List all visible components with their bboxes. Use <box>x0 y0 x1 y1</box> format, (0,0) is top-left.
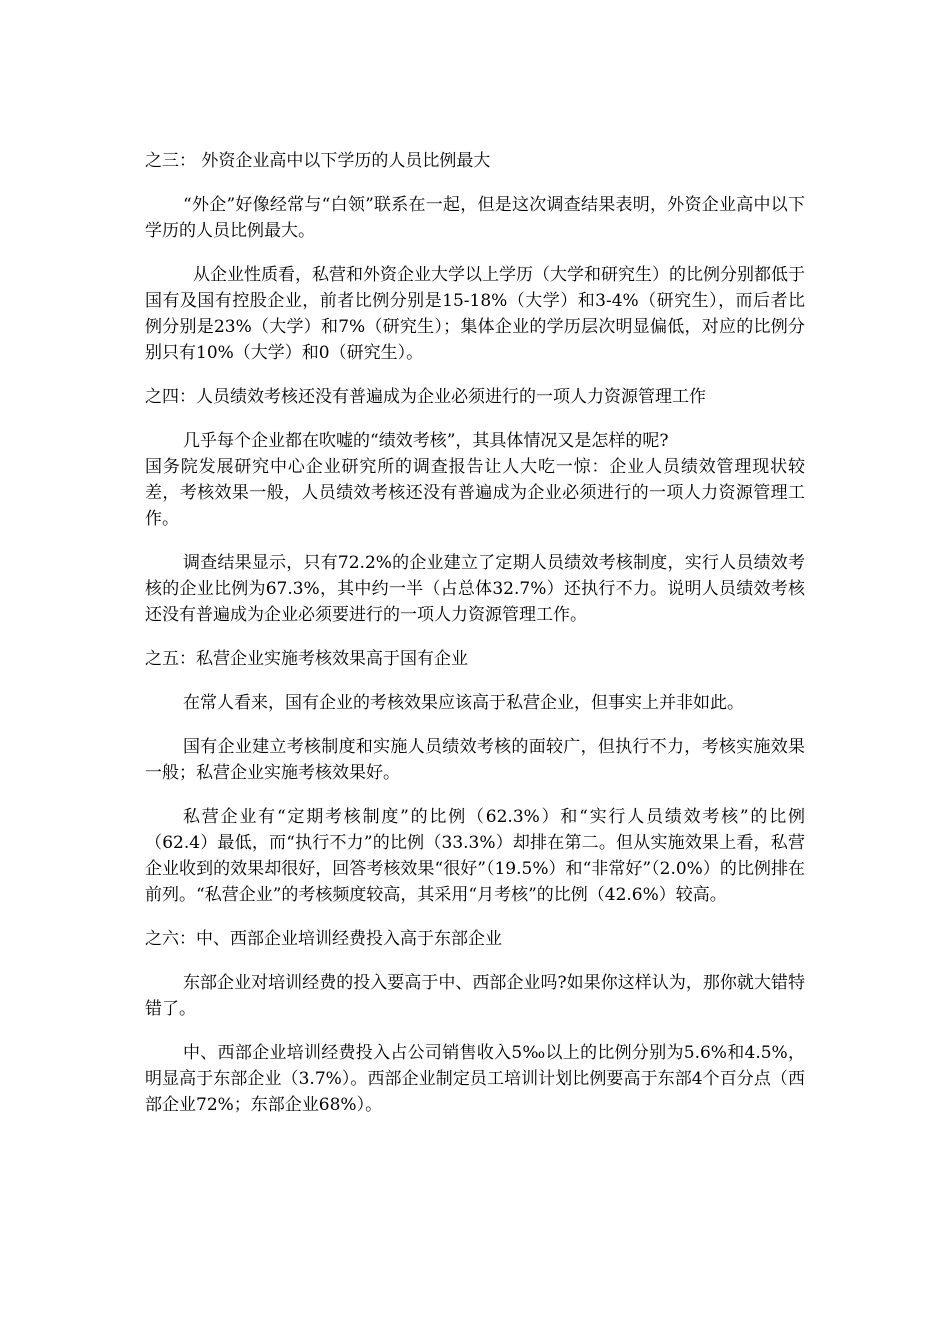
paragraph: 调查结果显示，只有72.2%的企业建立了定期人员绩效考核制度，实行人员绩效考核的企业比例为67.3%，其中约一半（占总体32.7%）还执行不力。说明人员绩效考核还没有普遍成为企业必须要进行的一项人力资源管理工作。 <box>145 553 805 625</box>
paragraph: 从企业性质看，私营和外资企业大学以上学历（大学和研究生）的比例分别都低于国有及国有控股企业，前者比例分别是15-18%（大学）和3-4%（研究生），而后者比例分别是23%（大学）和7%（研究生）；集体企业的学历层次明显偏低，对应的比例分别只有10%（大学）和0（研究生）。 <box>145 265 805 363</box>
section-4 <box>145 384 805 628</box>
section-heading: 之五：私营企业实施考核效果高于国有企业 <box>145 649 468 669</box>
section-heading: 之六：中、西部企业培训经费投入高于东部企业 <box>145 929 502 949</box>
paragraph: 几乎每个企业都在吹嘘的“绩效考核”，其具体情况又是怎样的呢? <box>183 431 669 451</box>
paragraph: 中、西部企业培训经费投入占公司销售收入5‰以上的比例分别为5.6%和4.5%，明显高于东部企业（3.7%）。西部企业制定员工培训计划比例要高于东部4个百分点（西部企业72%；东部企业68%）。 <box>145 1043 805 1115</box>
section-5 <box>145 646 805 908</box>
paragraph: “外企”好像经常与“白领”联系在一起，但是这次调查结果表明，外资企业高中以下学历的人员比例最大。 <box>145 195 805 241</box>
section-3 <box>145 148 805 366</box>
section-heading: 之四：人员绩效考核还没有普遍成为企业必须进行的一项人力资源管理工作 <box>145 387 706 407</box>
paragraph: 在常人看来，国有企业的考核效果应该高于私营企业，但事实上并非如此。 <box>183 693 744 713</box>
document-page <box>145 148 805 1136</box>
section-heading: 之三： 外资企业高中以下学历的人员比例最大 <box>145 151 491 171</box>
paragraph: 私营企业有“定期考核制度”的比例（62.3%）和“实行人员绩效考核”的比例（62.4）最低，而“执行不力”的比例（33.3%）却排在第二。但从实施效果上看，私营企业收到的效果却很好，回答考核效果“很好”（19.5%）和“非常好”（2.0%）的比例排在前列。“私营企业”的考核频度较高，其采用“月考核”的比例（42.6%）较高。 <box>145 807 805 905</box>
paragraph: 东部企业对培训经费的投入要高于中、西部企业吗?如果你这样认为，那你就大错特错了。 <box>145 973 805 1019</box>
section-6 <box>145 926 805 1118</box>
paragraph: 国务院发展研究中心企业研究所的调查报告让人大吃一惊：企业人员绩效管理现状较差，考核效果一般，人员绩效考核还没有普遍成为企业必须进行的一项人力资源管理工作。 <box>145 457 805 529</box>
paragraph: 国有企业建立考核制度和实施人员绩效考核的面较广，但执行不力，考核实施效果一般；私营企业实施考核效果好。 <box>145 737 805 783</box>
